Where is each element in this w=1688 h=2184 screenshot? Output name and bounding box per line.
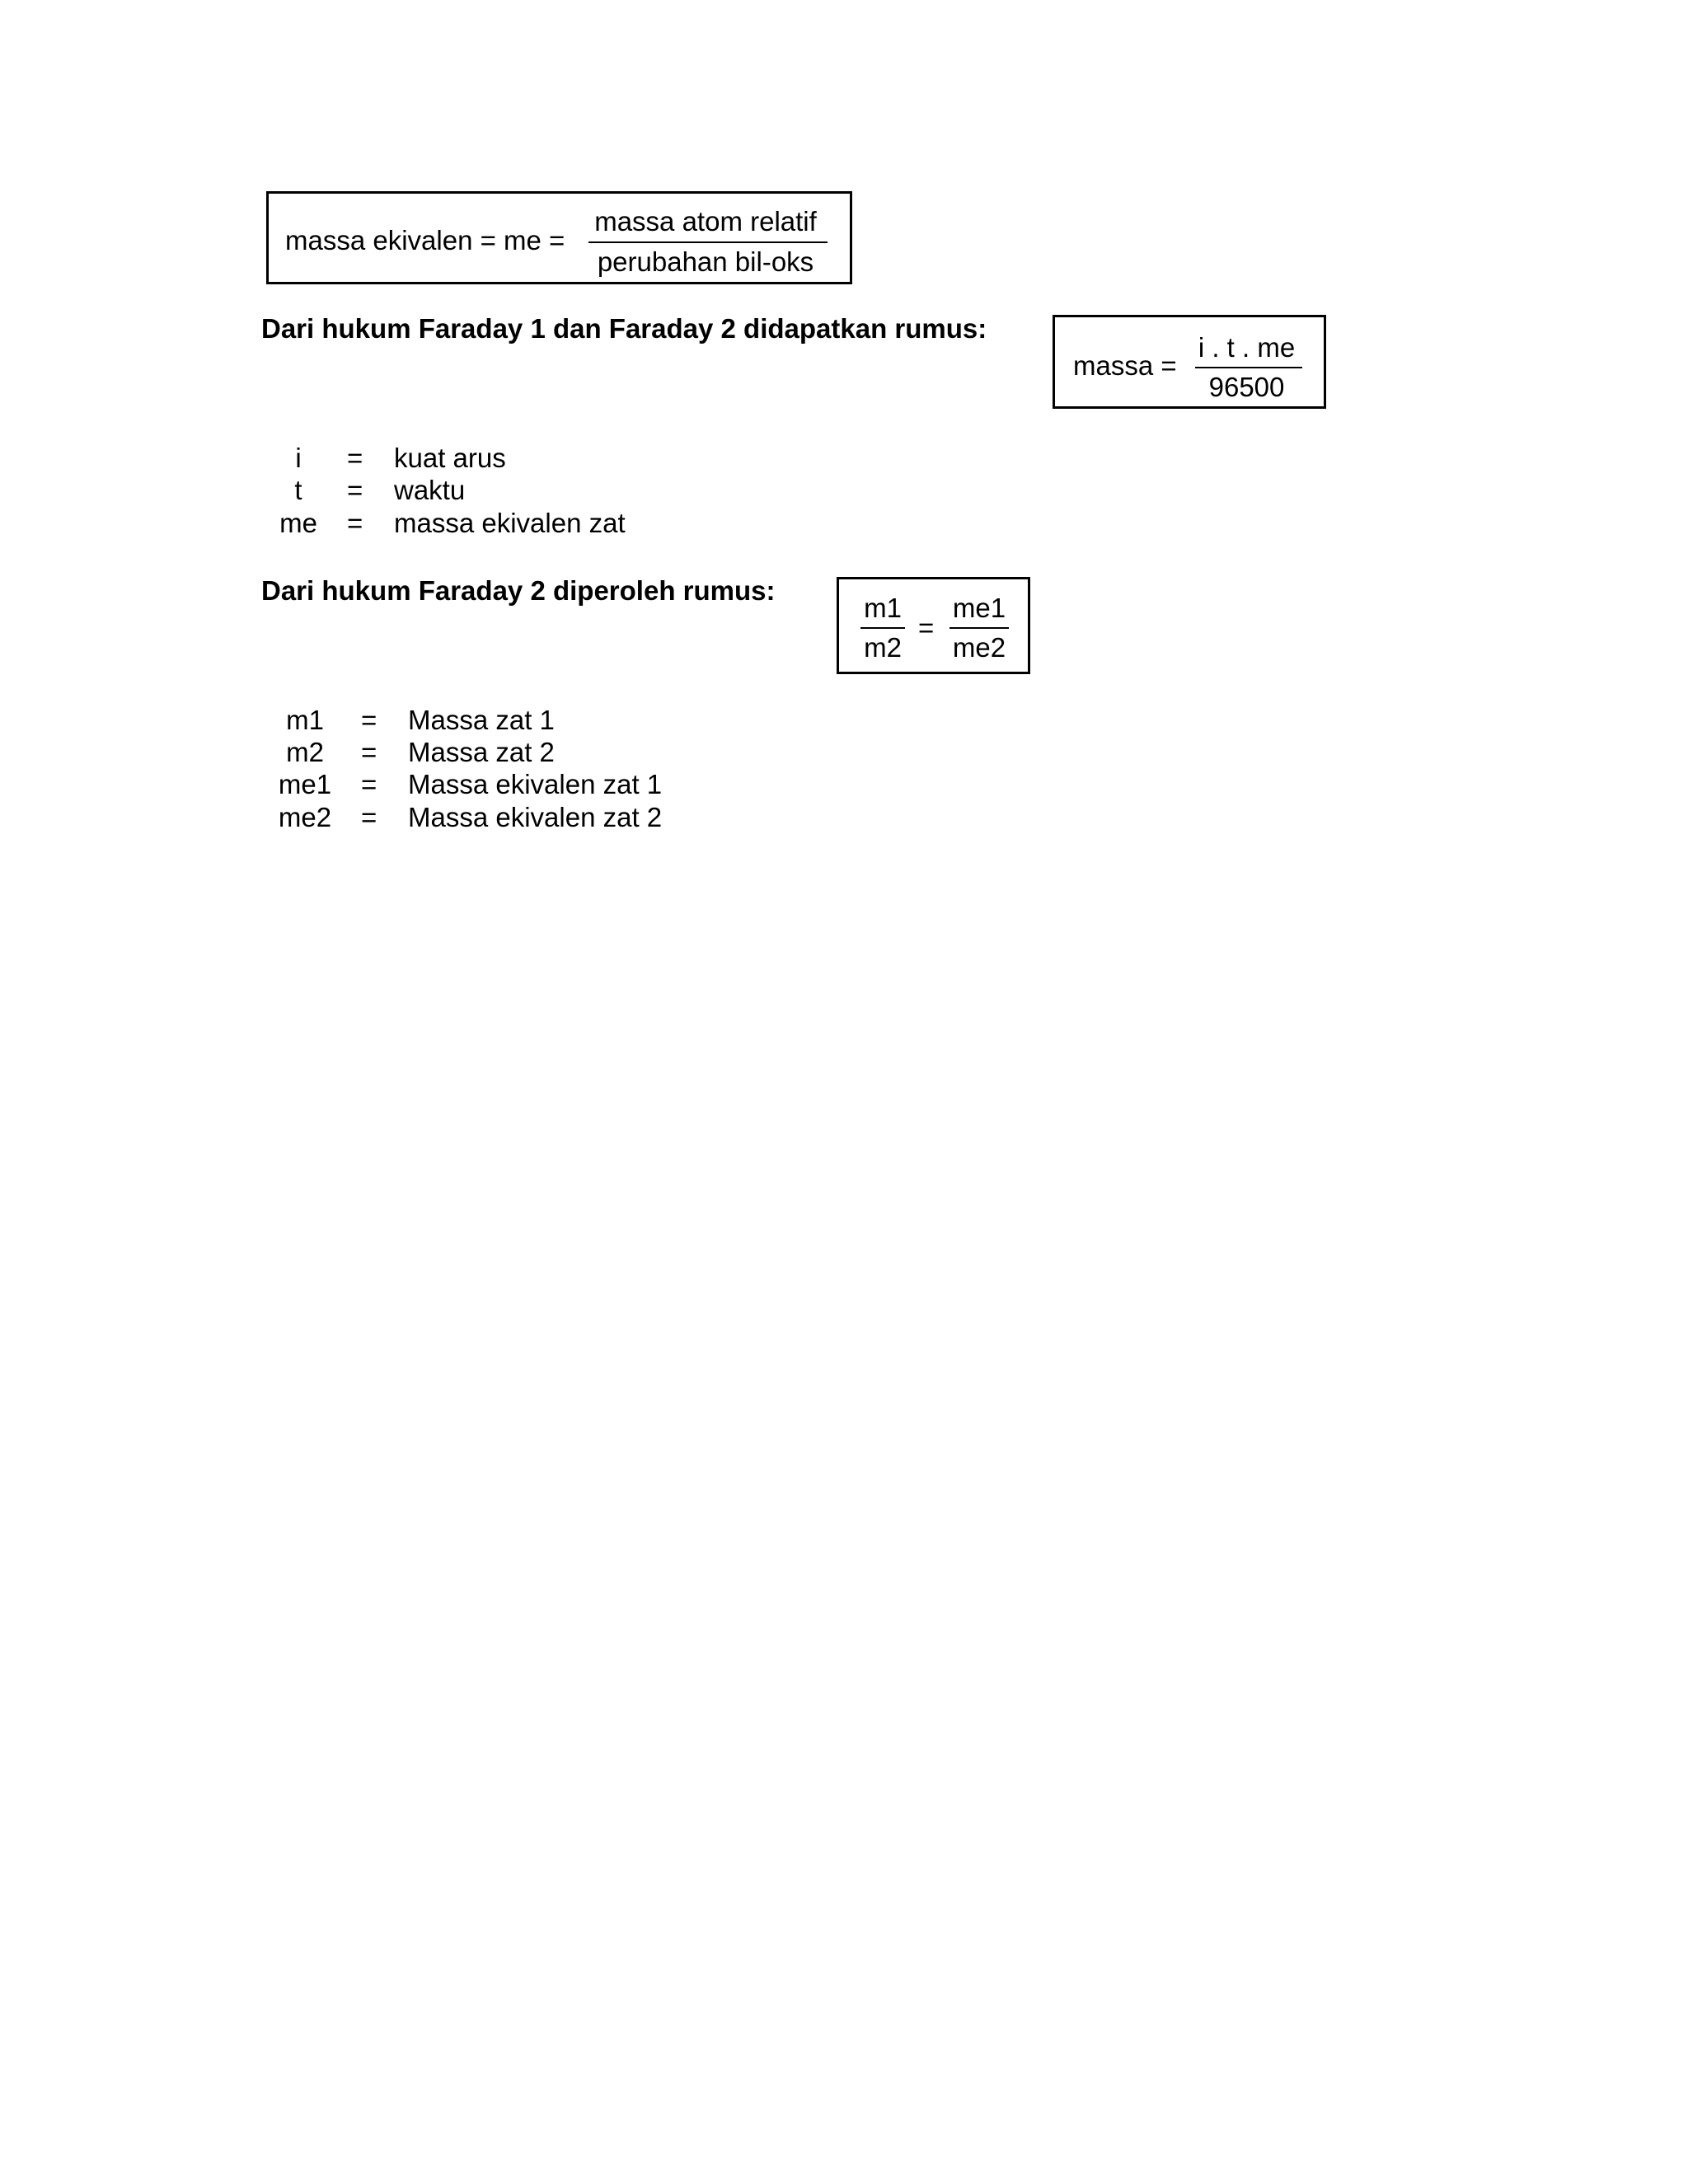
definition-equals: = bbox=[347, 475, 363, 505]
mass-formula-box bbox=[1053, 315, 1326, 409]
faraday-2-heading: Dari hukum Faraday 2 diperoleh rumus: bbox=[261, 575, 776, 606]
ratio-equals: = bbox=[918, 612, 935, 643]
definition-symbol: t bbox=[294, 475, 302, 505]
faraday-1-2-heading: Dari hukum Faraday 1 dan Faraday 2 didapatkan rumus: bbox=[261, 313, 987, 344]
ratio-left-fraction-line bbox=[860, 627, 905, 629]
definition-symbol: i bbox=[295, 443, 302, 473]
definition-text: massa ekivalen zat bbox=[394, 508, 626, 538]
definition-equals: = bbox=[347, 508, 363, 538]
definition-equals: = bbox=[361, 705, 377, 735]
definition-text: waktu bbox=[394, 475, 466, 505]
equivalent-mass-numerator: massa atom relatif bbox=[594, 206, 817, 237]
definition-symbol: m1 bbox=[286, 705, 324, 735]
definition-text: Massa zat 1 bbox=[408, 705, 555, 735]
definition-equals: = bbox=[347, 443, 363, 473]
ratio-right-numerator: me1 bbox=[952, 593, 1006, 623]
equivalent-mass-lhs: massa ekivalen = me = bbox=[285, 225, 565, 255]
definition-symbol: me2 bbox=[278, 802, 332, 832]
definition-equals: = bbox=[361, 737, 377, 767]
definition-text: kuat arus bbox=[394, 443, 506, 473]
equivalent-mass-formula-box bbox=[266, 191, 852, 284]
ratio-left-numerator: m1 bbox=[864, 593, 902, 623]
mass-formula-denominator: 96500 bbox=[1208, 372, 1285, 402]
mass-formula-lhs: massa = bbox=[1073, 350, 1177, 381]
definition-equals: = bbox=[361, 769, 377, 799]
ratio-left-denominator: m2 bbox=[864, 632, 902, 663]
equivalent-mass-fraction-line bbox=[588, 241, 828, 243]
definition-equals: = bbox=[361, 802, 377, 832]
mass-formula-fraction-line bbox=[1195, 367, 1302, 368]
ratio-right-denominator: me2 bbox=[952, 632, 1006, 663]
mass-formula-numerator: i . t . me bbox=[1198, 332, 1296, 363]
definition-symbol: me bbox=[279, 508, 317, 538]
mass-ratio-formula-box bbox=[837, 577, 1030, 674]
equivalent-mass-denominator: perubahan bil-oks bbox=[597, 246, 814, 277]
definition-symbol: me1 bbox=[278, 769, 332, 799]
definition-text: Massa ekivalen zat 2 bbox=[408, 802, 663, 832]
definition-text: Massa zat 2 bbox=[408, 737, 555, 767]
ratio-right-fraction-line bbox=[950, 627, 1009, 629]
definition-symbol: m2 bbox=[286, 737, 324, 767]
definition-text: Massa ekivalen zat 1 bbox=[408, 769, 663, 799]
